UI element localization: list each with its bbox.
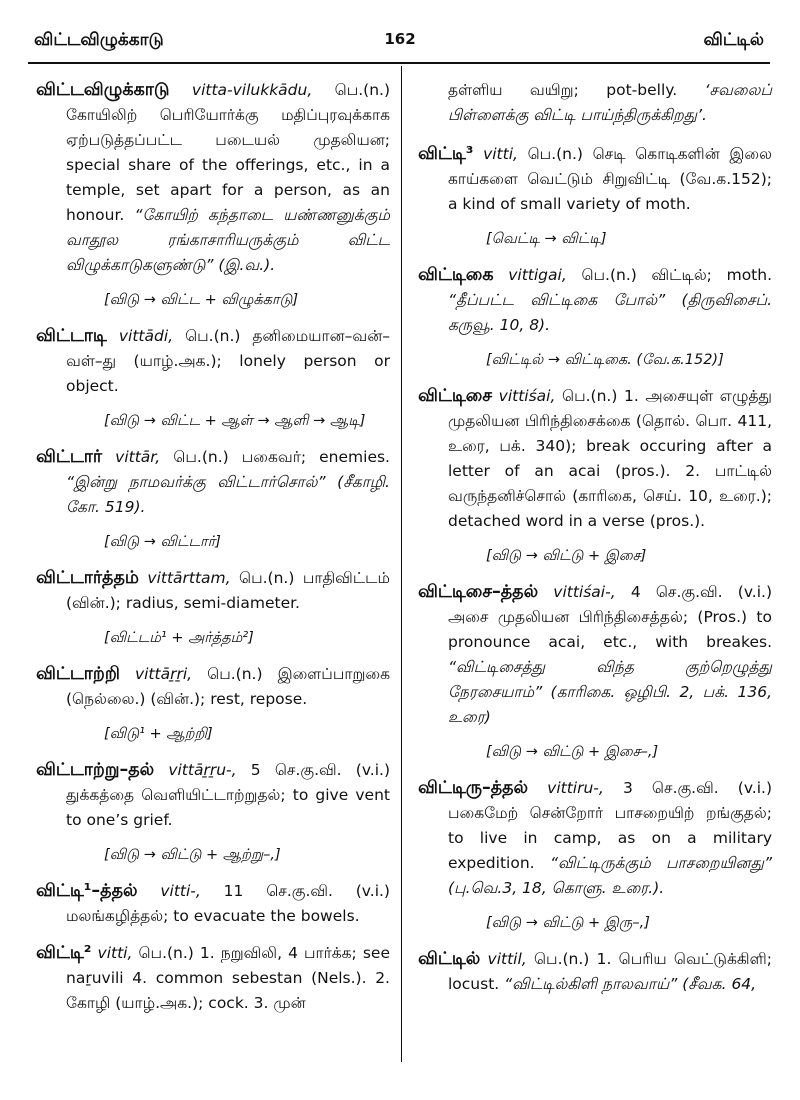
headword: விட்டி¹–த்தல் — [36, 881, 138, 901]
etymology: [விடு¹ + ஆற்றி] — [104, 726, 213, 742]
headword: விட்டிசை — [418, 386, 493, 406]
entry-body — [418, 776, 772, 901]
definition: பெ.(n.) பாதிவிட்டம் (வின்.); radius, semi-diameter. — [66, 569, 390, 612]
headword: விட்டவிழுக்காடு — [36, 80, 170, 100]
definition: பெ.(n.) 1. நறுவிலி, 4 பார்க்க; see naṟuvili 4. common sebestan (Nels.). 2. கோழி (யாழ்.அக.); cock. 3. முன் — [66, 944, 390, 1012]
column-divider — [401, 66, 402, 1062]
entry-spacer — [36, 1016, 390, 1028]
dictionary-entry — [418, 384, 772, 567]
left-column — [36, 78, 390, 1028]
definition: பெ.(n.) தனிமையான–வன்–வள்–து (யாழ்.அக.); lonely person or object. — [66, 327, 390, 395]
transliteration: vittārttam, — [147, 569, 231, 587]
dictionary-entry — [36, 941, 390, 1028]
citation: “விட்டில்கிளி நாலவாய்” (சீவக. 64, — [504, 975, 757, 993]
transliteration: vitti-, — [160, 882, 201, 900]
dictionary-entry — [36, 78, 390, 311]
transliteration: vittār, — [115, 448, 161, 466]
headword: விட்டி² — [36, 943, 92, 963]
entry-body — [418, 142, 772, 217]
transliteration: vittāṟṟi, — [134, 665, 193, 683]
dictionary-entry — [418, 142, 772, 250]
headword: விட்டார் — [36, 447, 103, 467]
etymology: [விடு → விட்டார்] — [104, 534, 221, 550]
running-head-right: விட்டில் — [703, 30, 764, 50]
entry-body — [418, 580, 772, 730]
transliteration: vittiśai-, — [553, 583, 616, 601]
etymology: [வெட்டி → விட்டி] — [486, 231, 607, 247]
dictionary-entry — [418, 947, 772, 1009]
right-column — [418, 78, 772, 1009]
etymology: [விடு → விட்ட + விழுக்காடு] — [104, 292, 299, 308]
dictionary-entry — [36, 879, 390, 941]
etymology: [விடு → விட்டு + ஆற்று–,] — [104, 847, 281, 863]
entry-spacer — [418, 997, 772, 1009]
definition: 5 செ.கு.வி. (v.i.) துக்கத்தை வெளியிட்டாற்றுதல்; to give vent to one’s grief. — [66, 761, 390, 829]
etymology: [விட்டில் → விட்டிகை. (வே.க.152)] — [486, 352, 724, 368]
etymology: [விடு → விட்ட + ஆள் → ஆளி → ஆடி] — [104, 413, 366, 429]
dictionary-entry — [36, 324, 390, 432]
entry-body — [36, 879, 390, 929]
dictionary-entry — [418, 580, 772, 763]
etymology: [விடு → விட்டு + இசை–,] — [486, 744, 659, 760]
citation: “கோயிற் கந்தாடை யண்ணனுக்கும் வாதூல ரங்காசாரியருக்கும் விட்ட விழுக்காடுகளுண்டு” (இ.வ.). — [66, 206, 390, 274]
definition: 11 செ.கு.வி. (v.i.) மலங்கழித்தல்; to evacuate the bowels. — [66, 882, 390, 925]
definition: 3 செ.கு.வி. (v.i.) பகைமேற் சென்றோர் பாசறையிற் றங்குதல்; to live in camp, as on a military expedition. — [448, 779, 772, 872]
dictionary-entry — [36, 758, 390, 866]
headword: விட்டில் — [418, 949, 481, 969]
citation: “விட்டிருக்கும் பாசறையினது” (பு.வெ.3, 18, கொளு. உரை.). — [448, 854, 772, 897]
definition: பெ.(n.) கோயிலிற் பெரியோர்க்கு மதிப்புரவுக்காக ஏற்படுத்தப்பட்ட படையல் முதலியன; special share of the offerings, etc., in a temple, set apart for a person, as an honour. — [66, 81, 390, 224]
headword: விட்டாற்று–தல் — [36, 760, 155, 780]
transliteration: vittādi, — [118, 327, 174, 345]
entry-body — [36, 324, 390, 399]
entry-body — [418, 263, 772, 338]
etymology: [விட்டம்¹ + அர்த்தம்²] — [104, 630, 254, 646]
headword: விட்டாடி — [36, 326, 107, 346]
dictionary-entry — [36, 662, 390, 745]
headword: விட்டிரு–த்தல் — [418, 778, 529, 798]
transliteration: vitta-vilukkādu, — [191, 81, 313, 99]
transliteration: vittigai, — [508, 266, 567, 284]
definition: 4 செ.கு.வி. (v.i.) அசை முதலியன பிரிந்திசைத்தல்; (Pros.) to pronounce acai, etc., with breakes. — [448, 583, 772, 651]
entry-body — [418, 384, 772, 534]
citation: “விட்டிசைத்து விந்த குற்றெழுத்து நேரசையாம்” (காரிகை. ஒழிபி. 2, பக். 136, உரை) — [448, 658, 772, 726]
page-number: 162 — [384, 30, 416, 48]
citation: “தீப்பட்ட விட்டிகை போல்” (திருவிசைப். கருவூ. 10, 8). — [448, 291, 772, 334]
headword: விட்டாற்றி — [36, 664, 120, 684]
dictionary-entry — [36, 566, 390, 649]
entry-body — [36, 566, 390, 616]
etymology: [விடு → விட்டு + இசை] — [486, 548, 647, 564]
headword: விட்டிசை–த்தல் — [418, 582, 539, 602]
entry-body — [36, 445, 390, 520]
continuation-citation: ‘சவலைப் பிள்ளைக்கு விட்டி பாய்ந்திருக்கிறது’. — [448, 81, 772, 124]
definition: பெ.(n.) விட்டில்; moth. — [581, 266, 773, 284]
definition: பெ.(n.) 1. அசையுள் எழுத்து முதலியன பிரிந்திசைக்கை (தொல். பொ. 411, உரை, பக். 340); break occuring after a letter of an acai (pros.). 2. பாட்டில் வருந்தனிச்சொல் (காரிகை, செய். 10, உரை.); detached word in a verse (pros.). — [448, 387, 772, 530]
dictionary-entry — [36, 445, 390, 553]
entry-spacer — [36, 929, 390, 941]
definition: பெ.(n.) செடி கொடிகளின் இலை காய்களை வெட்டும் சிறுவிட்டி (வே.க.152); a kind of small variety of moth. — [448, 145, 772, 213]
headword: விட்டிகை — [418, 265, 494, 285]
entry-body — [36, 78, 390, 278]
header-rule — [28, 62, 770, 64]
transliteration: vittiru-, — [547, 779, 604, 797]
transliteration: vittil, — [487, 950, 527, 968]
definition: பெ.(n.) 1. பெரிய வெட்டுக்கிளி; locust. — [448, 950, 772, 993]
continuation-text: தள்ளிய வயிறு; pot-belly. — [448, 81, 678, 99]
headword: விட்டி³ — [418, 144, 474, 164]
citation: “இன்று நாமவர்க்கு விட்டார்சொல்” (சீகாழி. கோ. 519). — [66, 473, 390, 516]
entry-body — [36, 758, 390, 833]
dictionary-entry — [418, 776, 772, 934]
entry-body — [36, 941, 390, 1016]
transliteration: vitti, — [97, 944, 133, 962]
transliteration: vittāṟṟu-, — [168, 761, 237, 779]
entry-body — [36, 662, 390, 712]
transliteration: vittiśai, — [498, 387, 556, 405]
running-head-left: விட்டவிழுக்காடு — [34, 30, 164, 50]
dictionary-entry — [418, 263, 772, 371]
definition: பெ.(n.) பகைவர்; enemies. — [173, 448, 390, 466]
etymology: [விடு → விட்டு + இரு–,] — [486, 915, 650, 931]
headword: விட்டார்த்தம் — [36, 568, 139, 588]
continuation-entry — [418, 78, 772, 128]
entry-body — [418, 947, 772, 997]
definition: பெ.(n.) இளைப்பாறுகை (நெல்லை.) (வின்.); rest, repose. — [66, 665, 390, 708]
transliteration: vitti, — [483, 145, 518, 163]
